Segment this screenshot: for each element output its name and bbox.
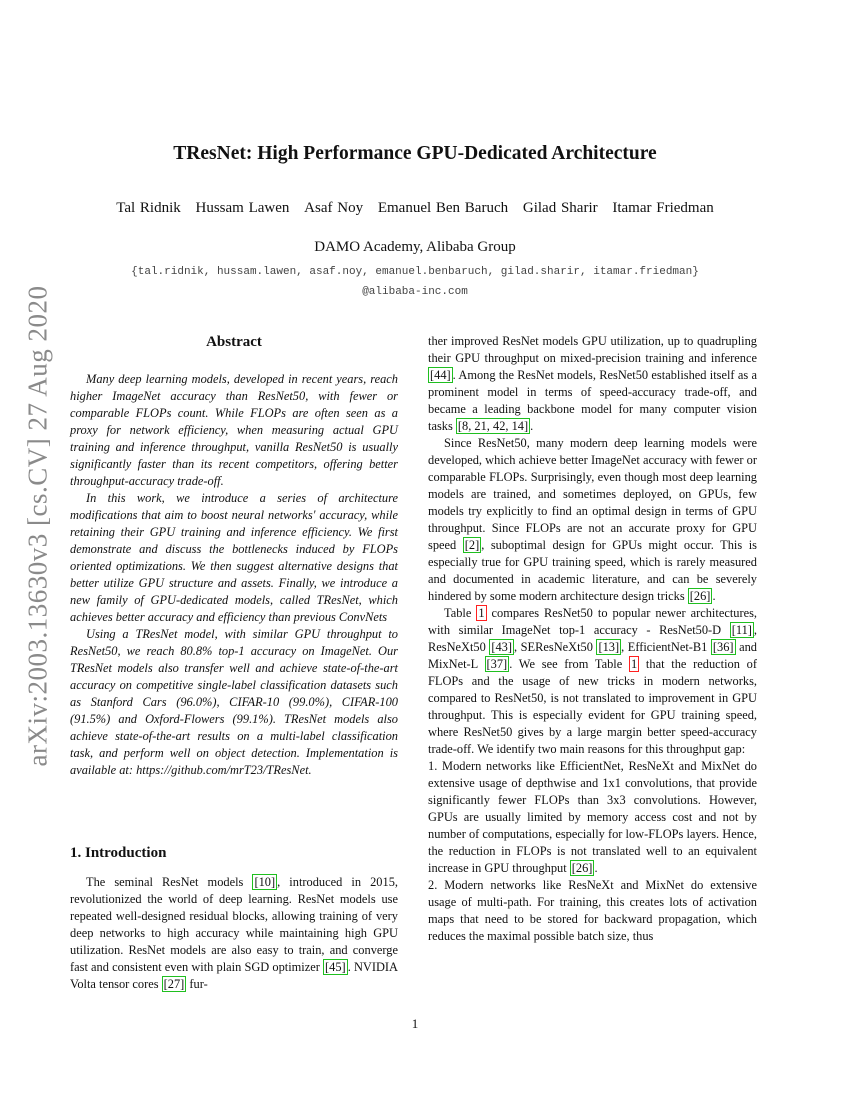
abstract-paragraph: Using a TResNet model, with similar GPU throughput to ResNet50, we reach 80.8% top-1 accuracy on ImageNet. Our TResNet models also transfer well and achieve state-of-the-art accuracy on competitive single-label classification datasets such as Stanford Cars (96.0%), CIFAR-10 (99.0%), CIFAR-100 (91.5%) and Oxford-Flowers (99.1%). TResNet models also achieve state-of-the-art results on a multi-label classification task, and perform well on object detection. Implementation is available at: https://github.com/mrT23/TResNet. [70, 627, 398, 777]
citation-link[interactable]: [13] [598, 640, 620, 654]
citation-link[interactable]: [37] [486, 657, 508, 671]
affiliation: DAMO Academy, Alibaba Group [314, 239, 516, 255]
abstract-heading: Abstract [206, 334, 262, 350]
body-paragraph: 2. Modern networks like ResNeXt and MixNet do extensive usage of multi-path. For training, this creates lots of activation maps that need to be stored for backward propagation, which reduces the maximal possible batch size, thus [428, 878, 757, 943]
author-emails [0, 262, 830, 302]
intro-paragraph: The seminal ResNet models [10] , introduced in 2015, revolutionized the world of deep learning. ResNet models use repeated well-designed residual blocks, allowing training of very deep networks to high accuracy while maintaining high GPU utilization. ResNet models are also easy to train, and converge fast and consistent even with plain SGD optimizer [45] . NVIDIA Volta tensor cores [27] fur- [70, 875, 398, 991]
citation-link[interactable]: [27] [163, 977, 185, 991]
citation-link[interactable]: [45] [325, 960, 346, 974]
author: Hussam Lawen [195, 200, 290, 216]
author: Gilad Sharir [522, 200, 598, 216]
citation-link[interactable]: [36] [712, 640, 734, 654]
author: Emanuel Ben Baruch [377, 200, 509, 216]
abstract-body [70, 371, 398, 779]
body-paragraph: 1. Modern networks like EfficientNet, ResNeXt and MixNet do extensive usage of depthwise and 1x1 convolutions, that provide significantly fewer FLOPs than 3x3 convolutions. However, GPUs are usually limited by memory access cost and not by number of computations, especially for low-FLOPs layers. Hence, the reduction in FLOPs is not translated well to an equivalent increase in GPU throughput [26] . [428, 759, 757, 875]
section-heading-introduction: 1. Introduction [70, 845, 167, 861]
table-ref-link[interactable]: 1 [630, 657, 638, 671]
citation-link[interactable]: [2] [464, 538, 480, 552]
citation-link[interactable]: [10] [254, 875, 276, 889]
author: Tal Ridnik [116, 200, 181, 216]
author-list [0, 200, 830, 217]
arxiv-watermark: arXiv:2003.13630v3 [cs.CV] 27 Aug 2020 [22, 285, 53, 767]
right-column [428, 333, 757, 945]
paper-title: TResNet: High Performance GPU-Dedicated Architecture [173, 143, 657, 164]
author: Asaf Noy [304, 200, 364, 216]
citation-link[interactable]: [43] [491, 640, 513, 654]
body-paragraph: ther improved ResNet models GPU utilization, up to quadrupling their GPU throughput on mixed-precision training and inference [44] . Among the ResNet models, ResNet50 established itself as a prominent model in terms of speed-accuracy trade-off, and became a leading backbone model for many computer vision tasks [8, 21, 42, 14] . [428, 334, 757, 433]
citation-link[interactable]: [8, 21, 42, 14] [457, 419, 529, 433]
body-paragraph: Since ResNet50, many modern deep learning models were developed, which achieve better ImageNet accuracy with fewer or comparable FLOPs. Surprisingly, even though most deep learning models are trained, and sometimes deployed, on GPUs, few models try explicitly to find an optimal design in terms of GPU throughput. Since FLOPs are not an accurate proxy for GPU speed [2] , suboptimal design for GPUs might occur. This is especially true for GPU training speed, which is rarely measured and documented in academic literature, and can be severely hindered by some modern architecture design tricks [26] . [428, 436, 757, 603]
abstract-paragraph: Many deep learning models, developed in recent years, reach higher ImageNet accuracy than ResNet50, with fewer or comparable FLOPs count. While FLOPs are often seen as a proxy for network efficiency, when measuring actual GPU training and inference throughput, vanilla ResNet50 is usually significantly faster than its recent competitors, offering better throughput-accuracy trade-off. [70, 372, 398, 488]
abstract-paragraph: In this work, we introduce a series of architecture modifications that aim to boost neural networks' accuracy, while retaining their GPU training and inference efficiency. We first demonstrate and discuss the bottlenecks induced by FLOPs oriented optimizations. We then suggest alternative designs that better utilize GPU structure and assets. Finally, we introduce a new family of GPU-dedicated models, called TResNet, which achieves better accuracy and efficiency than previous ConvNets [70, 491, 398, 624]
emails-domain: @alibaba-inc.com [362, 286, 468, 298]
emails-line: {tal.ridnik, hussam.lawen, asaf.noy, emanuel.benbaruch, gilad.sharir, itamar.friedman} [131, 266, 699, 278]
page-number: 1 [411, 1016, 419, 1031]
body-paragraph: Table 1 compares ResNet50 to popular newer architectures, with similar ImageNet top-1 accuracy - ResNet50-D [11] , ResNeXt50 [43] , SEResNeXt50 [13] , EfficientNet-B1 [36] and MixNet-L [37] . We see from Table 1 that the reduction of FLOPs and the usage of new tricks in modern networks, compared to ResNet50, is not translated to improvement in GPU throughput. This is especially evident for GPU training speed, where ResNet50 gives by a large margin better speed-accuracy trade-off. We identify two main reasons for this throughput gap: [428, 606, 758, 756]
table-ref-link[interactable]: 1 [478, 606, 485, 620]
citation-link[interactable]: [26] [571, 861, 593, 875]
author: Itamar Friedman [612, 200, 714, 216]
introduction-body [70, 874, 398, 993]
citation-link[interactable]: [11] [731, 623, 752, 637]
citation-link[interactable]: [26] [689, 589, 711, 603]
citation-link[interactable]: [44] [430, 368, 451, 382]
